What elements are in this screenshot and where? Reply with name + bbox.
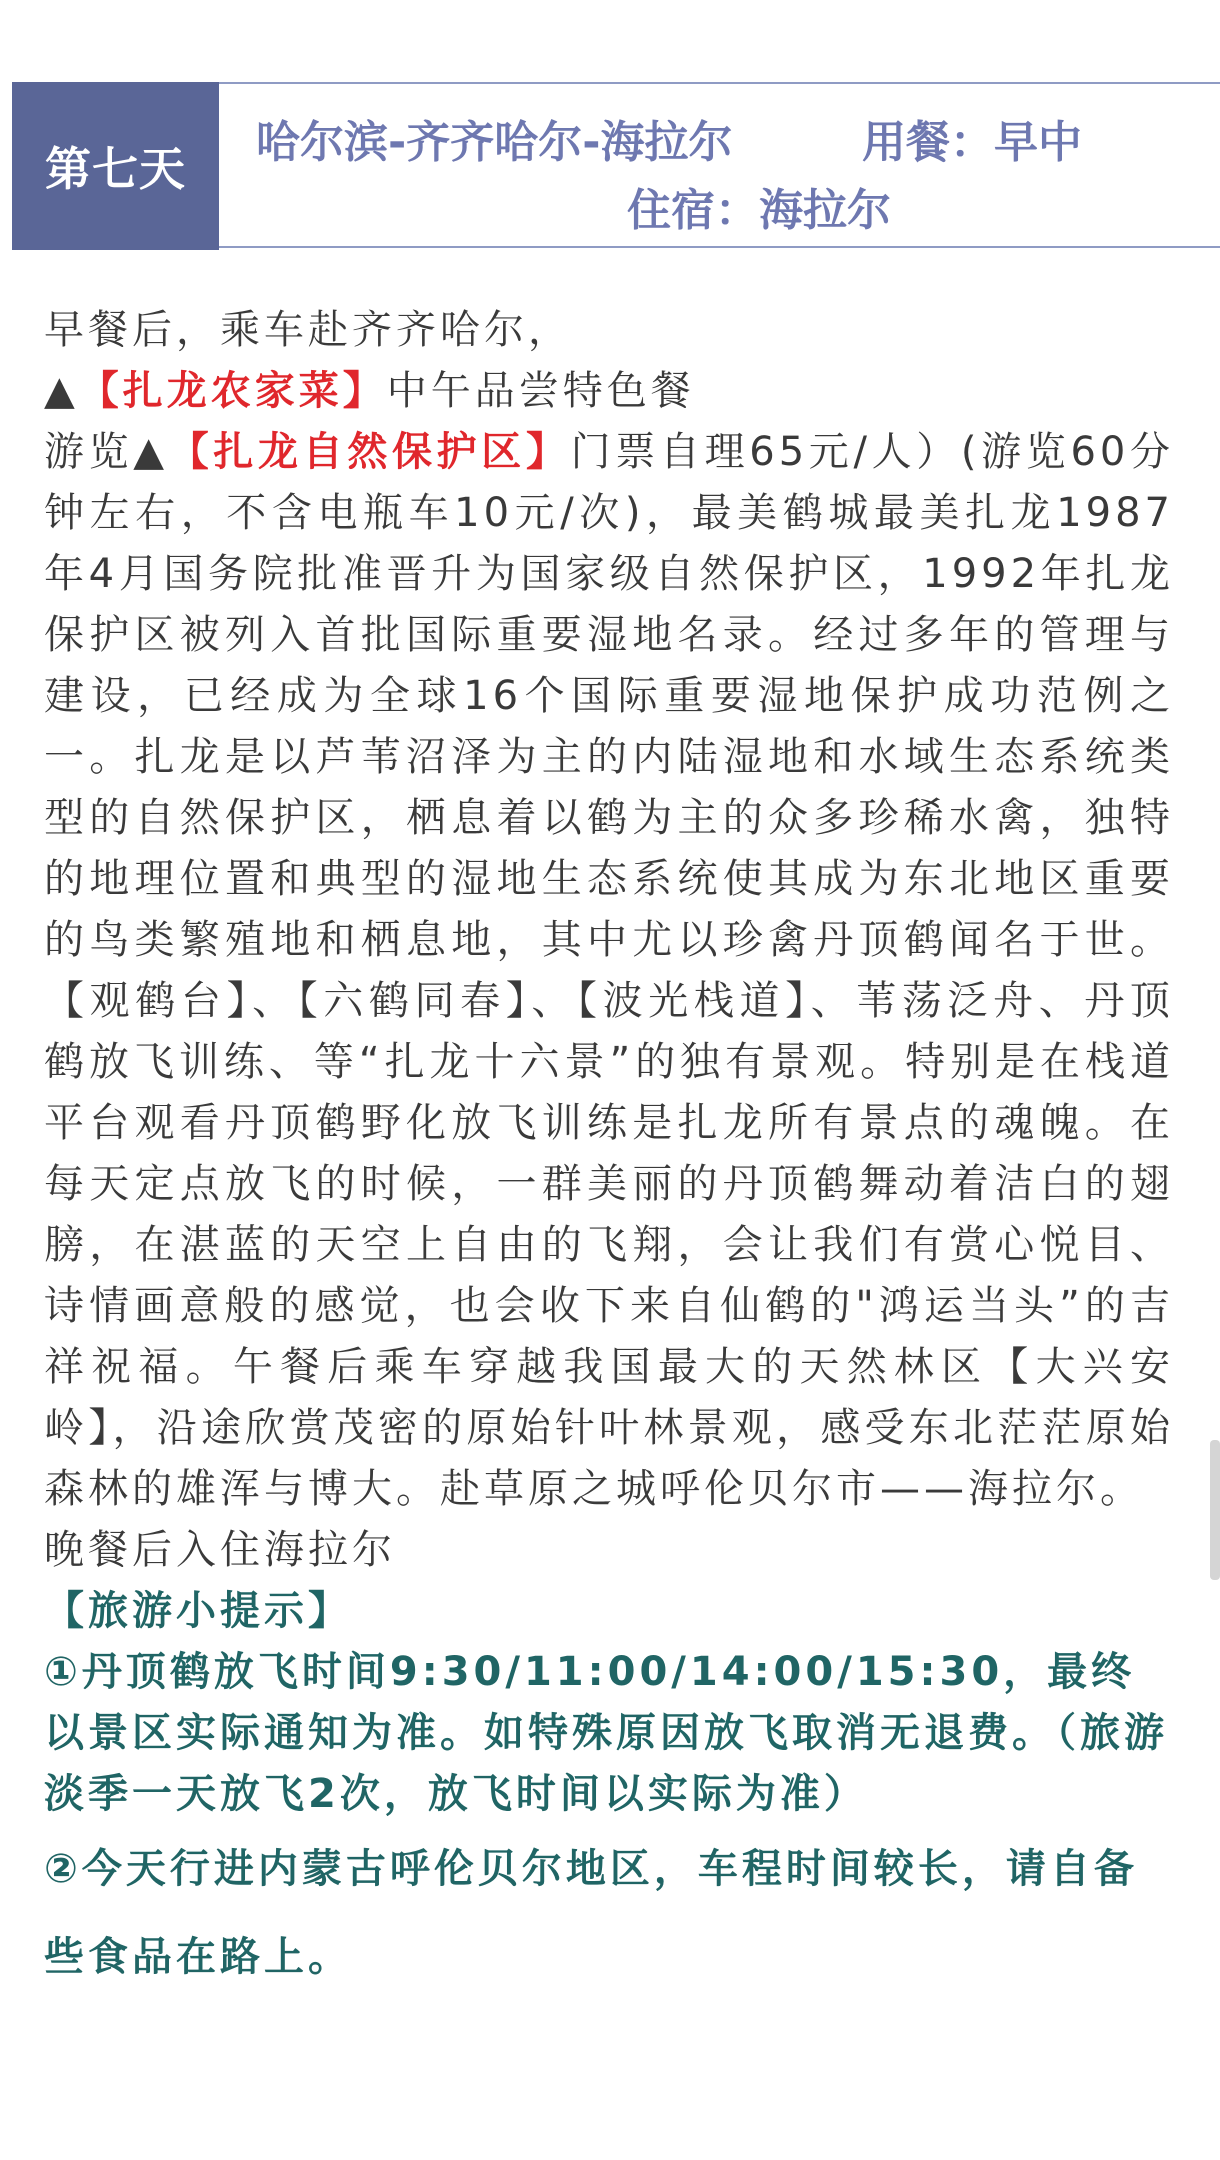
lunch-highlight: 【扎龙农家菜】 bbox=[78, 368, 387, 414]
itinerary-content bbox=[44, 300, 1174, 2001]
tip-item-2: ②今天行进内蒙古呼伦贝尔地区，车程时间较长，请自备些食品在路上。 bbox=[44, 1846, 1138, 1980]
zhalong-text: 门票自理65元/人）(游览60分钟左右，不含电瓶车10元/次)，最美鹤城最美扎龙1987年4月国务院批准晋升为国家级自然保护区，1992年扎龙保护区被列入首批国际重要湿地名录。经过多年的管理与建设，已经成为全球16个国际重要湿地保护成功范例之一。扎龙是以芦苇沼泽为主的内陆湿地和水域生态系统类型的自然保护区，栖息着以鹤为主的众多珍稀水禽，独特的地理位置和典型的湿地生态系统使其成为东北地区重要的鸟类繁殖地和栖息地，其中尤以珍禽丹顶鹤闻名于世。【观鹤台】、【六鹤同春】、【波光栈道】、苇荡泛舟、丹顶鹤放飞训练、等“扎龙十六景”的独有景观。特别是在栈道平台观看丹顶鹤野化放飞训练是扎龙所有景点的魂魄。在每天定点放飞的时候，一群美丽的丹顶鹤舞动着洁白的翅膀，在湛蓝的天空上自由的飞翔，会让我们有赏心悦目、诗情画意般的感觉，也会收下来自仙鹤的"鸿运当头”的吉祥祝福。午餐后乘车穿越我国最大的天然林区【大兴安岭】，沿途欣赏茂密的原始针叶林景观，感受东北茫茫原始森林的雄浑与博大。赴草原之城呼伦贝尔市——海拉尔。 bbox=[44, 429, 1175, 1512]
tour-prefix: 游览▲ bbox=[44, 429, 169, 475]
scrollbar[interactable] bbox=[1210, 1440, 1220, 1580]
breakfast-line: 早餐后，乘车赴齐齐哈尔， bbox=[44, 307, 572, 353]
day-badge: 第七天 bbox=[12, 82, 219, 250]
stay-info: 住宿：海拉尔 bbox=[627, 185, 891, 236]
triangle-icon: ▲ bbox=[44, 368, 79, 414]
lunch-line bbox=[44, 361, 1174, 422]
lunch-text: 中午品尝特色餐 bbox=[386, 368, 695, 414]
travel-tips bbox=[44, 1581, 1174, 2001]
tip-item-1: ①丹顶鹤放飞时间9:30/11:00/14:00/15:30，最终以景区实际通知为准。如特殊原因放飞取消无退费。（旅游淡季一天放飞2次，放飞时间以实际为准） bbox=[44, 1649, 1168, 1817]
tips-title: 【旅游小提示】 bbox=[44, 1588, 352, 1634]
zhalong-highlight: 【扎龙自然保护区】 bbox=[168, 429, 571, 475]
day-header bbox=[12, 82, 1220, 248]
meals-info: 用餐：早中 bbox=[862, 117, 1082, 168]
zhalong-description bbox=[44, 422, 1174, 1520]
route-title: 哈尔滨-齐齐哈尔-海拉尔 bbox=[256, 117, 733, 168]
evening-line: 晚餐后入住海拉尔 bbox=[44, 1527, 396, 1573]
